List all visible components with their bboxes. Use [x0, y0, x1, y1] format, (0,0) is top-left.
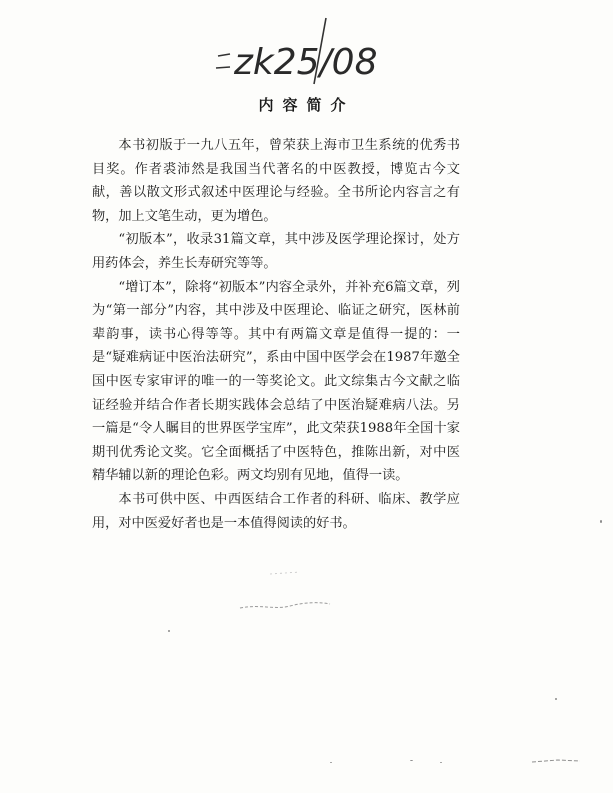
handwritten-code: zk25/08 — [234, 42, 378, 83]
summary-body — [92, 134, 460, 535]
paragraph-revised-edition: “增订本”，除将“初版本”内容全录外，并补充6篇文章，列为“第一部分”内容，其中涉及中医理论、临证之研究，医林前辈韵事，读书心得等等。其中有两篇文章是值得一提的：一是“疑难病证中医治法研究”，系由中国中医学会在1987年邀全国中医专家审评的唯一的一等奖论文。此文综集古今文献之临证经验并结合作者长期实践体会总结了中医治疑难病八法。另一篇是“令人瞩目的世界医学宝库”，此文荣获1988年全国十家期刊优秀论文奖。它全面概括了中医特色，推陈出新，对中医精华辅以新的理论色彩。两文均别有见地，值得一读。 — [92, 279, 460, 484]
handwritten-annotation — [196, 12, 386, 92]
paragraph-first-edition-contents: “初版本”，收录31篇文章，其中涉及医学理论探讨，处方用药体会，养生长寿研究等等。 — [92, 232, 460, 271]
scan-speck — [440, 762, 442, 763]
scan-speck — [555, 698, 557, 700]
scan-speck — [330, 762, 332, 763]
paragraph-audience: 本书可供中医、中西医结合工作者的科研、临床、教学应用，对中医爱好者也是一本值得阅读的好书。 — [92, 491, 460, 531]
scan-speck — [410, 760, 413, 761]
scan-speck — [168, 630, 170, 632]
scan-smudge-corner — [528, 748, 588, 770]
paragraph-first-edition: 本书初版于一九八五年，曾荣获上海市卫生系统的优秀书目奖。作者裘沛然是我国当代著名的中医教授，博览古今文献，善以散文形式叙述中医理论与经验。全书所论内容言之有物，加上文笔生动，更为增色。 — [92, 138, 460, 224]
page-title: 内容简介 — [258, 96, 355, 114]
scan-smudge — [230, 560, 340, 620]
scan-speck — [600, 520, 602, 523]
